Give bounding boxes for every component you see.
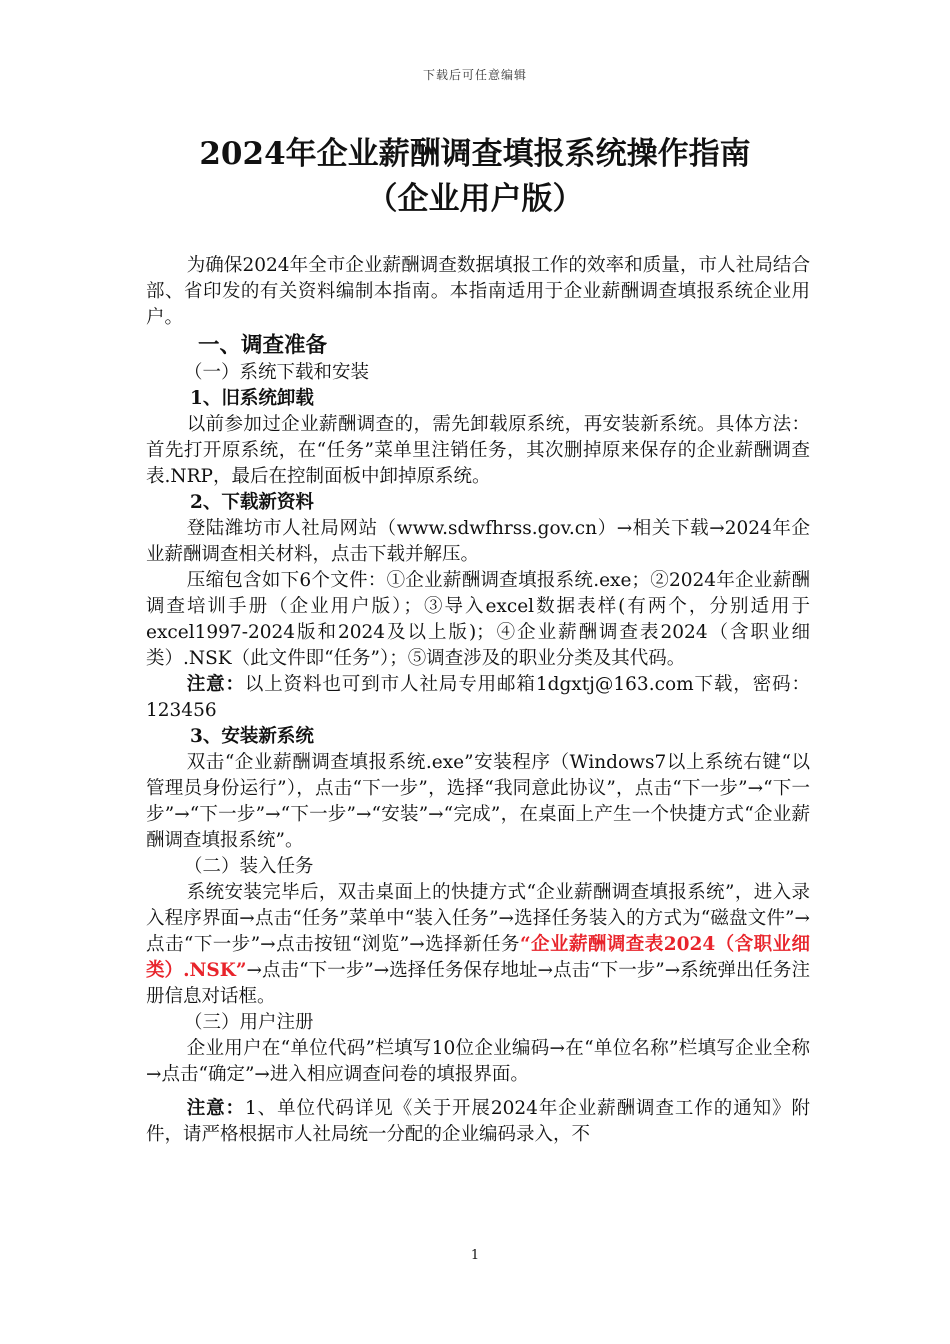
subsection-3-paragraph: 企业用户在“单位代码”栏填写10位企业编码→在“单位名称”栏填写企业全称→点击“确定”→进入相应调查问卷的填报界面。 (146, 1038, 810, 1085)
title-line-2: （企业用户版） (366, 181, 584, 217)
item-heading-3: 3、安装新系统 (190, 726, 314, 747)
note-text: 1、单位代码详见《关于开展2024年企业薪酬调查工作的通知》附件，请严格根据市人社局统一分配的企业编码录入，不 (146, 1098, 810, 1145)
intro-paragraph: 为确保2024年全市企业薪酬调查数据填报工作的效率和质量，市人社局结合部、省印发的有关资料编制本指南。本指南适用于企业薪酬调查填报系统企业用户。 (146, 255, 810, 328)
subsection-2-paragraph (146, 880, 810, 1010)
note-label: 注意： (186, 1098, 245, 1119)
subsection-2-text-after: →点击“下一步”→选择任务保存地址→点击“下一步”→系统弹出任务注册信息对话框。 (146, 960, 810, 1007)
note-text: 以上资料也可到市人社局专用邮箱1dgxtj@163.com下载，密码：123456 (146, 674, 810, 721)
item-3-paragraph: 双击“企业薪酬调查填报系统.exe”安装程序（Windows7以上系统右键“以管理员身份运行”），点击“下一步”，选择“我同意此协议”，点击“下一步”→“下一步”→“下一步”→“下一步”→“安装”→“完成”，在桌面上产生一个快捷方式“企业薪酬调查填报系统”。 (146, 752, 810, 851)
highlighted-task-file: “企业薪酬调查表2024（含职业细类）.NSK” (146, 934, 810, 981)
item-2-note (146, 672, 810, 724)
document-title (0, 132, 950, 222)
document-body (146, 253, 810, 1148)
page-number: 1 (470, 1248, 480, 1263)
item-heading-2: 2、下载新资料 (190, 492, 314, 513)
subsection-heading-2: （二）装入任务 (184, 856, 314, 877)
item-heading-1: 1、旧系统卸载 (190, 388, 314, 409)
note-label: 注意： (186, 674, 245, 695)
section-heading-1: 一、调查准备 (198, 333, 328, 358)
header-note: 下载后可任意编辑 (422, 68, 527, 82)
subsection-2-text-before: 系统安装完毕后，双击桌面上的快捷方式“企业薪酬调查填报系统”，进入录入程序界面→点击“任务”菜单中“装入任务”→选择任务装入的方式为“磁盘文件”→点击“下一步”→点击按钮“浏览”→选择新任务 (146, 882, 810, 955)
subsection-heading-1: （一）系统下载和安装 (184, 362, 370, 383)
item-1-paragraph: 以前参加过企业薪酬调查的，需先卸载原系统，再安装新系统。具体方法：首先打开原系统，在“任务”菜单里注销任务，其次删掉原来保存的企业薪酬调查表.NRP，最后在控制面板中卸掉原系统。 (146, 414, 810, 487)
item-2-paragraph-2: 压缩包含如下6个文件：①企业薪酬调查填报系统.exe；②2024年企业薪酬调查培训手册（企业用户版）；③导入excel数据表样(有两个，分别适用于excel1997-2024版和2024及以上版)；④企业薪酬调查表2024（含职业细类）.NSK（此文件即“任务”）；⑤调查涉及的职业分类及其代码。 (146, 570, 810, 669)
subsection-heading-3: （三）用户注册 (184, 1012, 314, 1033)
subsection-3-note (146, 1096, 810, 1148)
title-line-1: 2024年企业薪酬调查填报系统操作指南 (199, 136, 751, 172)
item-2-paragraph-1: 登陆潍坊市人社局网站（www.sdwfhrss.gov.cn）→相关下载→2024年企业薪酬调查相关材料，点击下载并解压。 (146, 518, 810, 565)
